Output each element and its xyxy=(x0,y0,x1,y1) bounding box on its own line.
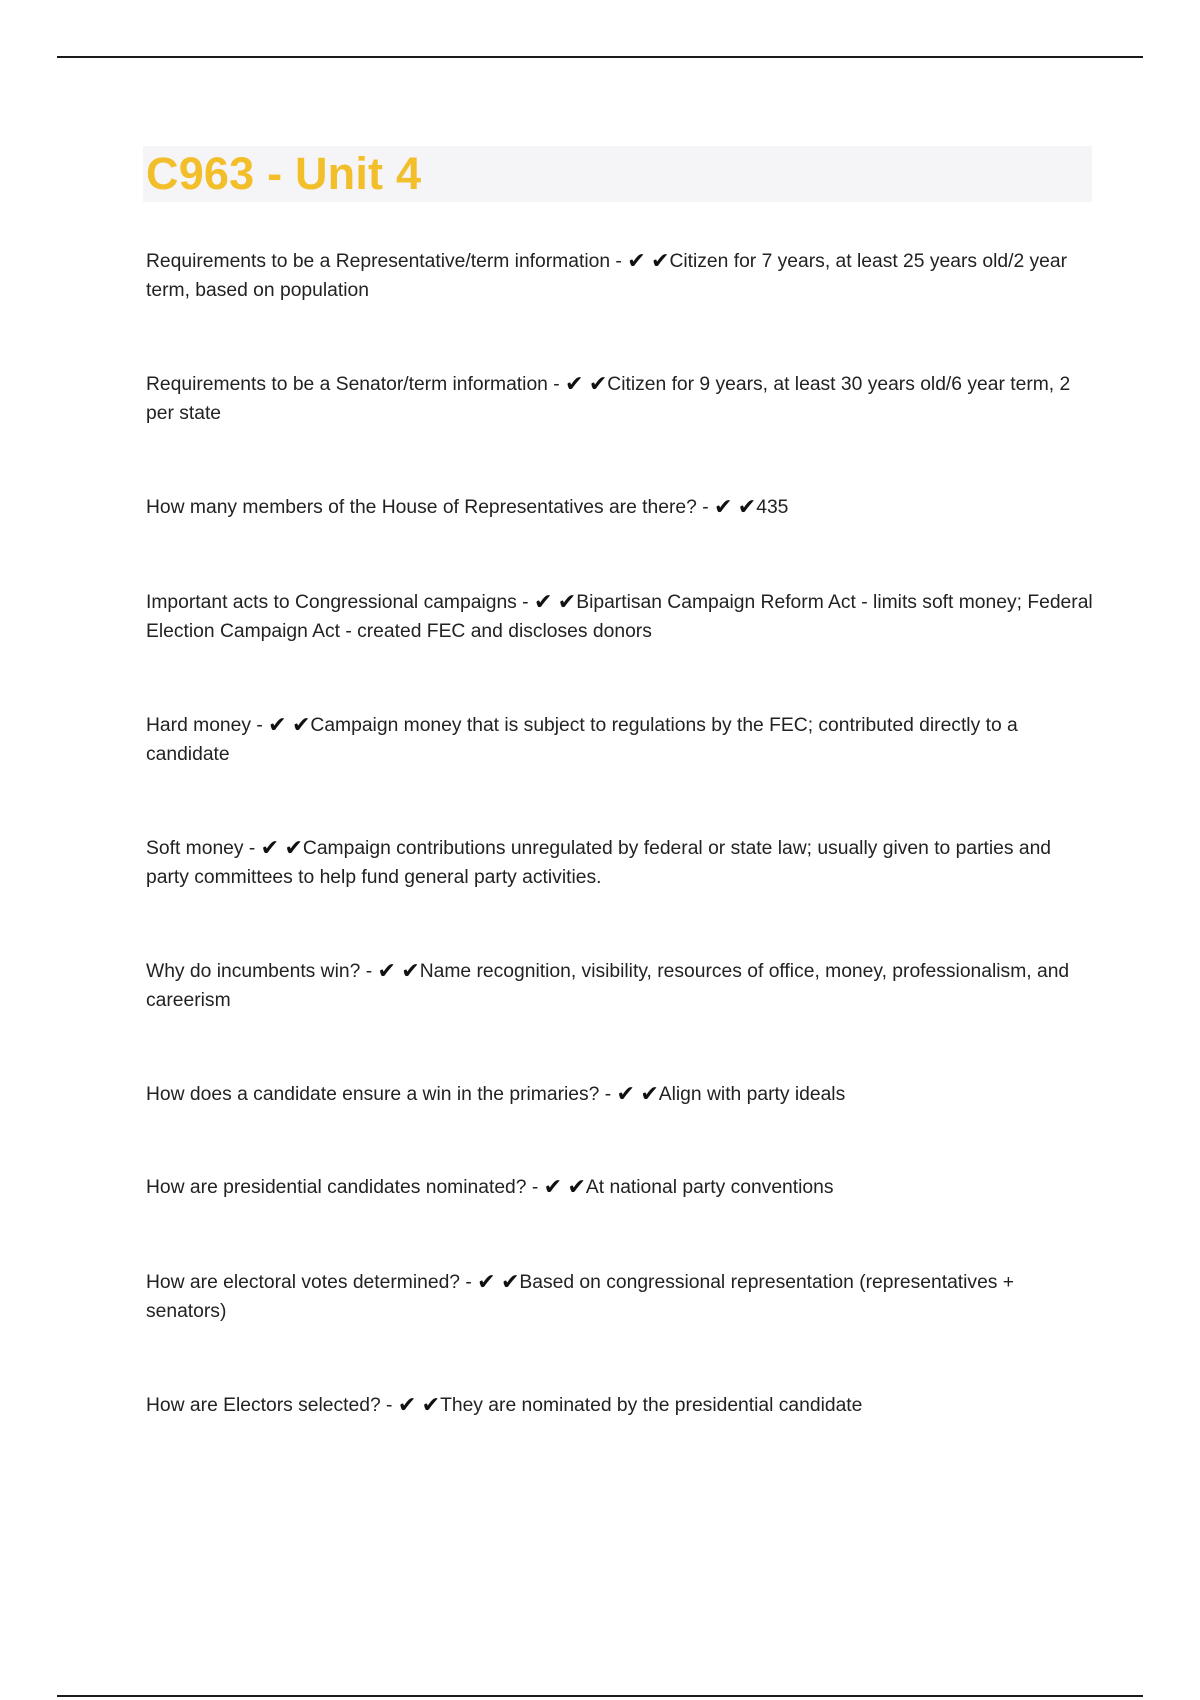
answer-text: Name recognition, visibility, resources of office, money, professionalism, and careerism xyxy=(146,961,1070,1011)
question-text: Requirements to be a Senator/term information xyxy=(146,374,548,395)
check-icon: ✔ xyxy=(588,372,608,397)
answer-text: Citizen for 9 years, at least 30 years old/6 year term, 2 per state xyxy=(146,374,1071,424)
question-text: Why do incumbents win? xyxy=(146,961,361,982)
separator: - xyxy=(526,1177,544,1198)
check-icon: ✔ xyxy=(557,590,577,615)
question-text: How are presidential candidates nominated? xyxy=(146,1177,527,1198)
separator: - xyxy=(380,1395,398,1416)
answer-text: Bipartisan Campaign Reform Act - limits soft money; Federal Election Campaign Act - created FEC and discloses donors xyxy=(146,592,1093,642)
check-icon: ✔ xyxy=(543,1175,563,1200)
separator: - xyxy=(360,961,378,982)
answer-text: Align with party ideals xyxy=(658,1084,846,1105)
question-text: How are Electors selected? xyxy=(146,1395,381,1416)
question-text: How many members of the House of Representatives are there? xyxy=(146,497,697,518)
question-text: Requirements to be a Representative/term information xyxy=(146,251,611,272)
qa-entry xyxy=(146,1268,1096,1326)
check-icon: ✔ xyxy=(268,713,287,738)
answer-text: Based on congressional representation (representatives + senators) xyxy=(146,1272,1015,1322)
qa-entry xyxy=(146,711,1096,769)
question-text: Important acts to Congressional campaigns xyxy=(146,592,517,613)
answer-text: At national party conventions xyxy=(585,1177,834,1198)
question-text: How are electoral votes determined? xyxy=(146,1272,461,1293)
qa-entry xyxy=(146,834,1096,892)
answer-text: Campaign contributions unregulated by federal or state law; usually given to parties and party committees to help fund general party activities. xyxy=(146,838,1052,888)
separator: - xyxy=(696,497,714,518)
question-text: How does a candidate ensure a win in the primaries? xyxy=(146,1084,600,1105)
question-text: Hard money xyxy=(146,715,252,736)
check-icon: ✔ xyxy=(377,959,396,984)
check-icon: ✔ xyxy=(565,372,584,397)
document-title: C963 - Unit 4 xyxy=(146,148,422,199)
qa-entry xyxy=(146,1391,1096,1420)
question-text: Soft money xyxy=(146,838,244,859)
check-icon: ✔ xyxy=(397,1393,417,1418)
answer-text: Campaign money that is subject to regulations by the FEC; contributed directly to a candidate xyxy=(146,715,1018,765)
check-icon: ✔ xyxy=(640,1082,659,1107)
bottom-rule xyxy=(57,1695,1143,1697)
check-icon: ✔ xyxy=(260,836,280,861)
check-icon: ✔ xyxy=(737,495,757,520)
title-band xyxy=(143,146,1092,202)
answer-text: 435 xyxy=(756,497,789,518)
qa-entry xyxy=(146,1080,1096,1109)
check-icon: ✔ xyxy=(284,836,303,861)
qa-entry xyxy=(146,1173,1096,1202)
separator: - xyxy=(610,251,628,272)
qa-entry xyxy=(146,957,1096,1015)
qa-entry xyxy=(146,370,1096,428)
separator: - xyxy=(251,715,269,736)
separator: - xyxy=(460,1272,478,1293)
check-icon: ✔ xyxy=(714,495,733,520)
separator: - xyxy=(599,1084,617,1105)
check-icon: ✔ xyxy=(627,249,646,274)
qa-entry xyxy=(146,493,1096,522)
qa-entry xyxy=(146,247,1096,305)
answer-text: They are nominated by the presidential candidate xyxy=(440,1395,863,1416)
check-icon: ✔ xyxy=(616,1082,635,1107)
check-icon: ✔ xyxy=(567,1175,586,1200)
separator: - xyxy=(547,374,566,395)
qa-entry xyxy=(146,588,1096,646)
separator: - xyxy=(243,838,261,859)
check-icon: ✔ xyxy=(421,1393,441,1418)
check-icon: ✔ xyxy=(291,713,311,738)
check-icon: ✔ xyxy=(533,590,553,615)
check-icon: ✔ xyxy=(651,249,670,274)
check-icon: ✔ xyxy=(401,959,420,984)
answer-text: Citizen for 7 years, at least 25 years old/2 year term, based on population xyxy=(146,251,1068,301)
check-icon: ✔ xyxy=(500,1270,520,1295)
check-icon: ✔ xyxy=(477,1270,496,1295)
separator: - xyxy=(516,592,534,613)
top-rule xyxy=(57,56,1143,58)
